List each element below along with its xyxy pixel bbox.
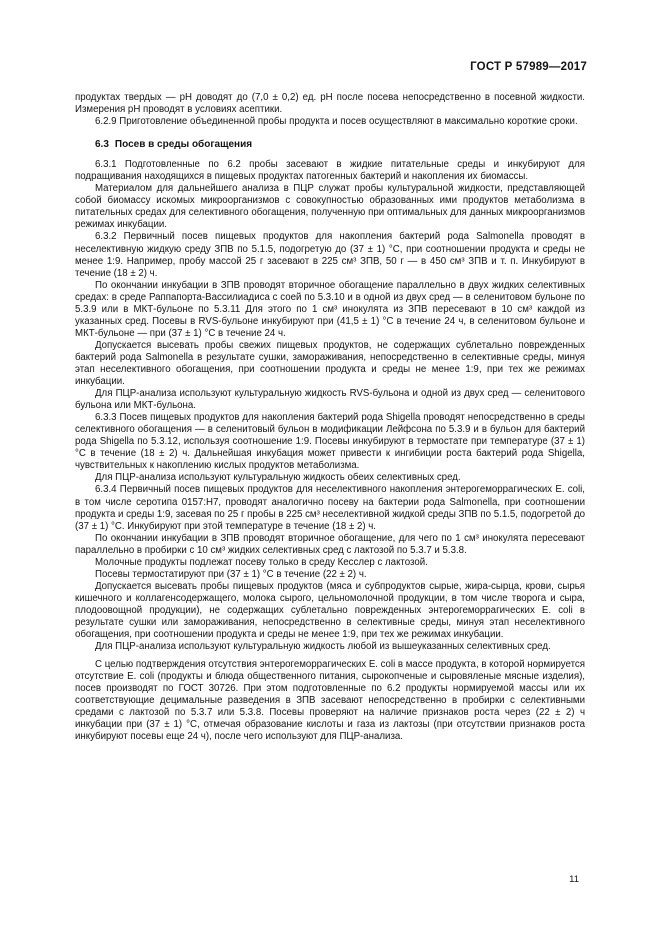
paragraph: Для ПЦР-анализа используют культуральную жидкость обеих селективных сред. [95,472,461,484]
paragraph: 6.2.9 Приготовление объединенной пробы продукта и посев осуществляют в максимально короткие сроки. [95,116,578,128]
paragraph: 6.3.1 Подготовленные по 6.2 пробы засевают в жидкие питательные среды и инкубируют для подращивания находящихся в пищевых продуктах патогенных бактерий и накопления их биомассы. [75,159,585,183]
document-body [75,92,585,743]
paragraph: Для ПЦР-анализа используют культуральную жидкость RVS-бульона и одной из двух сред — селенитового бульона или МКТ-бульона. [75,388,585,412]
paragraph: Посевы термостатируют при (37 ± 1) °С в течение (22 ± 2) ч. [95,568,367,580]
paragraph: 6.3.3 Посев пищевых продуктов для накопления бактерий рода Shigella проводят непосредственно в среды селективного обогащения — в селенитовый бульон в модификации Лейфсона по 5.3.9 и в бульон для бактерий рода Shigella по 5.3.12, используя соотношение 1:9. Посевы инкубируют в термостате при температуре (37 ± 1) °С в течение (18 ± 2) ч. Дальнейшая инкубация может привести к ингибиции роста бактерий рода Shigella, чувствительных к накоплению кислых продуктов метаболизма. [75,412,585,472]
paragraph: Материалом для дальнейшего анализа в ПЦР служат пробы культуральной жидкости, представляющей собой биомассу искомых микроорганизмов с совокупностью образованных ими продуктов метаболизма в питательных средах для селективного обогащения, полученную при оптимальных для данных микроорганизмов режимах инкубации. [75,183,585,231]
paragraph: Для ПЦР-анализа используют культуральную жидкость любой из вышеуказанных селективных сред. [95,641,551,653]
document-header: ГОСТ Р 57989—2017 [470,61,587,73]
paragraph: Допускается высевать пробы свежих пищевых продуктов, не содержащих сублетально поврежденных бактерий рода Salmonella в результате сушки, замораживания, непосредственно в селективные среды, минуя этап неселективного обогащения, при соотношении продукта и среды не менее 1:9, при тех же режимах инкубации. [75,339,585,388]
section-title: Посев в среды обогащения [114,139,253,151]
paragraph: По окончании инкубации в ЗПВ проводят вторичное обогащение, для чего по 1 см³ инокулята пересевают параллельно в пробирки с 10 см³ жидких селективных сред с лактозой по 5.3.7 и 5.3.8. [75,532,585,556]
paragraph: продуктах твердых — pH доводят до (7,0 ± 0,2) ед. pH после посева непосредственно в посевной жидкости. Измерения pH проводят в условиях асептики. [75,92,585,116]
paragraph: 6.3.4 Первичный посев пищевых продуктов для неселективного накопления энтерогеморрагических E. coli, в том числе серотипа 0157:Н7, проводят аналогично посеву на бактерии рода Salmonella, при соотношении продукта и среды 1:9, засевая по 25 г пробы в 225 см³ неселективной жидкой среды ЗПВ по 5.1.5, подогретой до (37 ± 1) °С. Инкубируют при этой температуре в течение (18 ± 2) ч. [75,484,585,532]
paragraph: Молочные продукты подлежат посеву только в среду Кесслер с лактозой. [95,556,428,568]
paragraph: 6.3.2 Первичный посев пищевых продуктов для накопления бактерий рода Salmonella проводят в неселективную жидкую среду ЗПВ по 5.1.5, подогретую до (37 ± 1) °С, при соотношении продукта и среды не менее 1:9. Например, пробу массой 25 г засевают в 225 см³ ЗПВ, 50 г — в 450 см³ ЗПВ и т. п. Инкубируют в течение (18 ± 2) ч. [75,231,585,279]
section-number: 6.3 [95,139,109,151]
paragraph: По окончании инкубации в ЗПВ проводят вторичное обогащение параллельно в двух жидких селективных средах: в среде Раппапорта-Вассилиадиса с соей по 5.3.10 и в одной из двух сред — в селенитовом бульоне по 5.3.9 или в МКТ-бульоне по 5.3.11 Для этого по 1 см³ инокулята из ЗПВ пересевают в 10 см³ каждой из указанных сред. Посевы в RVS-бульоне инкубируют при (41,5 ± 1) °С в течение 24 ч, в селенитовом бульоне и МКТ-бульоне — при (37 ± 1) °С в течение 24 ч. [75,279,585,339]
paragraph: С целью подтверждения отсутствия энтерогеморрагических E. coli в массе продукта, в которой нормируется отсутствие E. coli (продукты и блюда общественного питания, сырокопченые и сыровяленые мясные изделия), посев производят по ГОСТ 30726. При этом подготовленные по 6.2 продукты нормируемой массы или их соответствующие децимальные разведения в ЗПВ засевают непосредственно в пробирки с селективными средами с лактозой по 5.3.7 или 5.3.8. Посевы проверяют на наличие признаков роста через (22 ± 2) ч инкубации при (37 ± 1) °С, отмечая образование кислоты и газа из лактозы (при отсутствии признаков роста инкубируют посевы еще 24 ч), после чего используют для ПЦР-анализа. [75,659,585,743]
page-number: 11 [569,874,579,885]
paragraph: Допускается высевать пробы пищевых продуктов (мяса и субпродуктов сырые, жира-сырца, крови, сырья кишечного и коллагенсодержащего, молока сырого, цельномолочной продукции, в том числе творога и сыра, плодоовощной продукции), не содержащих сублетально поврежденных энтерогеморрагических E. coli в результате сушки или замораживания, непосредственно в селективные среды, минуя этап неселективного обогащения, при соотношении продукта и среды не менее 1:9, при тех же режимах инкубации. [75,580,585,641]
section-heading [75,139,585,151]
